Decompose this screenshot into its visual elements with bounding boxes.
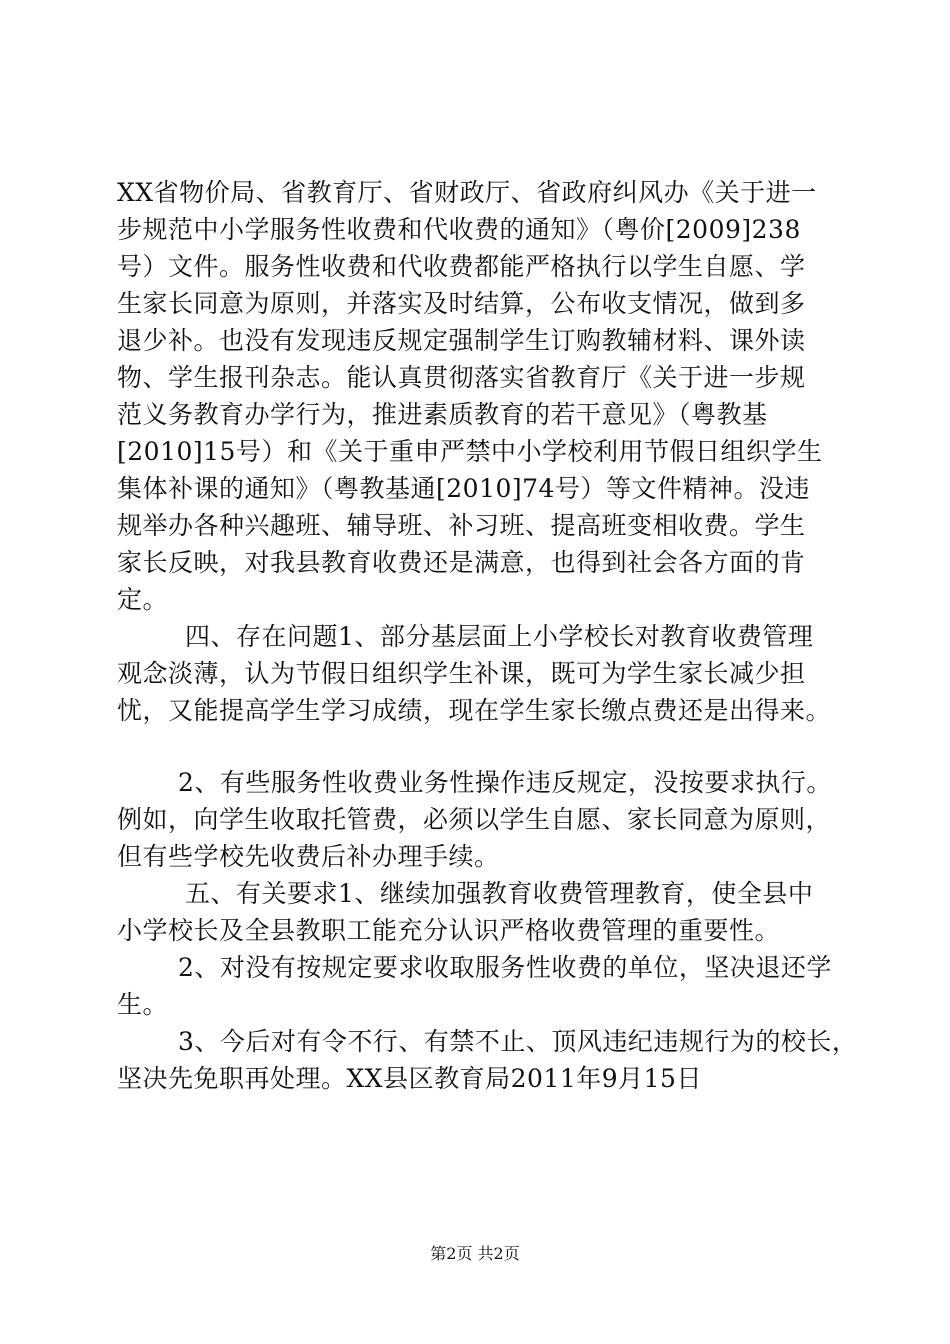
p3-line-1: 2、有些服务性收费业务性操作违反规定，没按要求执行。 (178, 768, 832, 797)
p1-line-9: 集体补课的通知》（粤教基通[2010]74号）等文件精神。没违 (117, 474, 810, 503)
p1-line-10: 规举办各种兴趣班、辅导班、补习班、提高班变相收费。学生 (117, 511, 806, 540)
p1-line-12: 定。 (117, 585, 169, 614)
p1-line-2: 步规范中小学服务性收费和代收费的通知》（粤价[2009]238 (117, 215, 801, 244)
p2-line-3: 忧，又能提高学生学习成绩，现在学生家长缴点费还是出得来。 (117, 696, 832, 725)
p4-line-1: 五、有关要求1、继续加强教育收费管理教育，使全县中 (185, 879, 814, 908)
p6-line-2: 坚决先免职再处理。XX县区教育局2011年9月15日 (117, 1064, 702, 1093)
p6-line-1: 3、今后对有令不行、有禁不止、顶风违纪违规行为的校长， (178, 1027, 858, 1056)
p4-line-2: 小学校长及全县教职工能充分认识严格收费管理的重要性。 (117, 916, 781, 945)
p5-line-1: 2、对没有按规定要求收取服务性收费的单位，坚决退还学 (178, 953, 832, 982)
p1-line-7: 范义务教育办学行为，推进素质教育的若干意见》（粤教基 (117, 400, 768, 429)
p3-line-2: 例如，向学生收取托管费，必须以学生自愿、家长同意为原则， (117, 805, 832, 834)
p1-line-11: 家长反映，对我县教育收费还是满意，也得到社会各方面的肯 (117, 548, 806, 577)
p1-line-1: XX省物价局、省教育厅、省财政厅、省政府纠风办《关于进一 (117, 178, 817, 207)
p1-line-4: 生家长同意为原则，并落实及时结算，公布收支情况，做到多 (117, 289, 806, 318)
p1-line-6: 物、学生报刊杂志。能认真贯彻落实省教育厅《关于进一步规 (117, 363, 806, 392)
p2-line-1: 四、存在问题1、部分基层面上小学校长对教育收费管理 (185, 622, 814, 651)
p1-line-8: [2010]15号）和《关于重申严禁中小学校利用节假日组织学生 (117, 437, 823, 466)
p5-line-2: 生。 (117, 990, 169, 1019)
p1-line-5: 退少补。也没有发现违反规定强制学生订购教辅材料、课外读 (117, 326, 806, 355)
page-number-footer: 第2页 共2页 (430, 1244, 520, 1263)
p1-line-3: 号）文件。服务性收费和代收费都能严格执行以学生自愿、学 (117, 252, 806, 281)
p2-line-2: 观念淡薄，认为节假日组织学生补课，既可为学生家长减少担 (117, 659, 806, 688)
p3-line-3: 但有些学校先收费后补办理手续。 (117, 842, 500, 871)
